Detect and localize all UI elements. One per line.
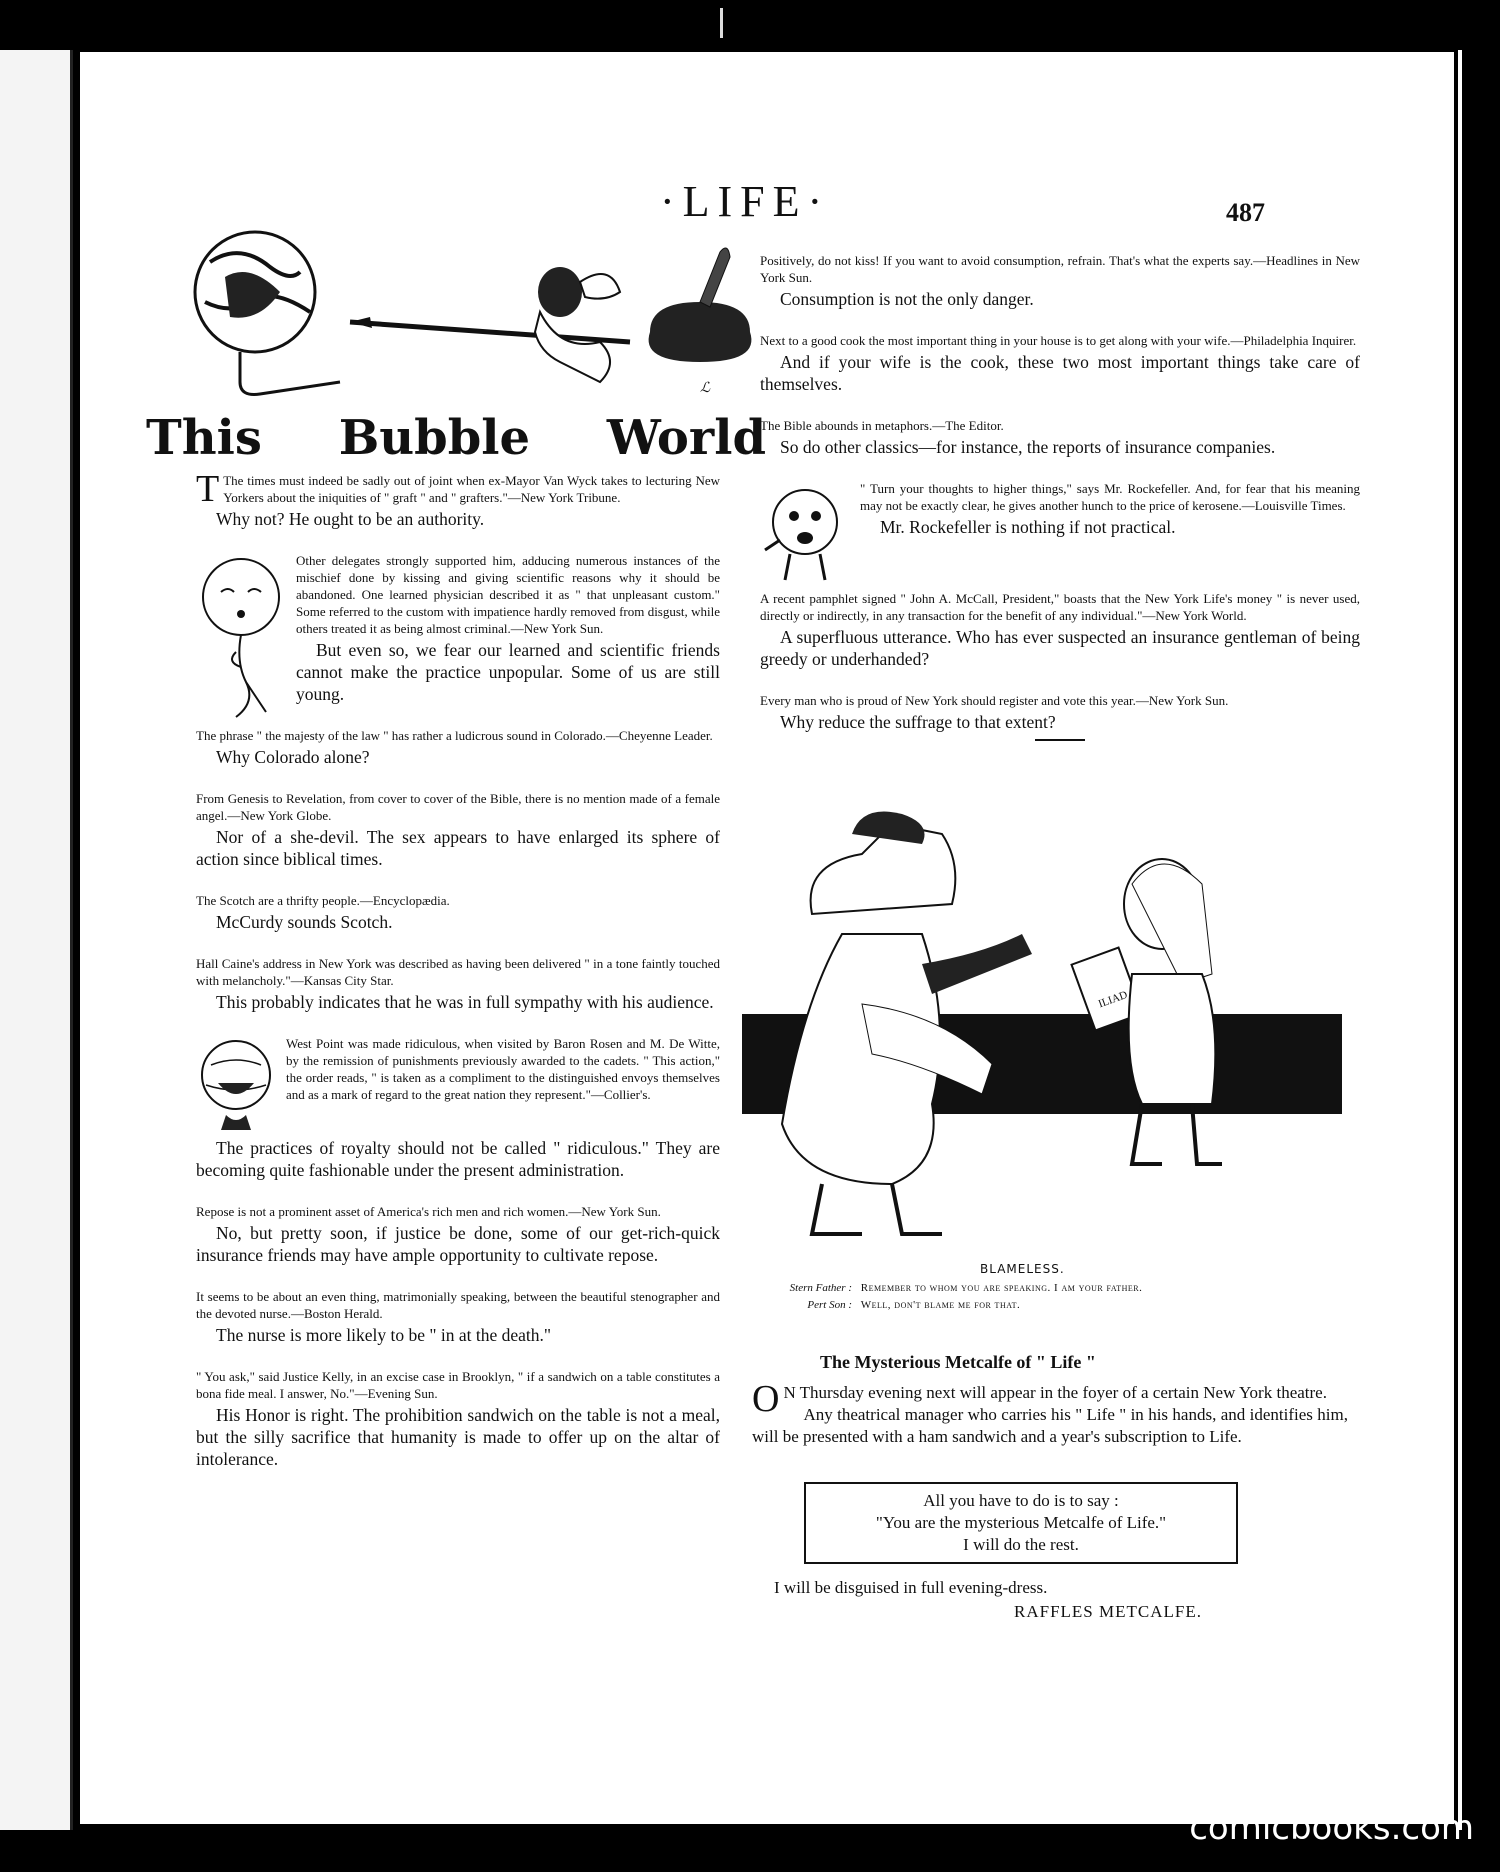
editorial-reply: So do other classics—for instance, the reports of insurance companies.	[780, 437, 1276, 457]
cartoon-caption: BLAMELESS.	[980, 1262, 1065, 1276]
news-quote: Every man who is proud of New York should register and vote this year.—New York Sun.	[760, 693, 1229, 708]
item-with-illustration	[760, 480, 1360, 590]
laughing-globe-illustration	[196, 1035, 276, 1135]
editorial-reply: This probably indicates that he was in full sympathy with his audience.	[216, 992, 714, 1012]
editorial-reply: The nurse is more likely to be " in at the death."	[216, 1325, 552, 1345]
editorial-reply: Nor of a she-devil. The sex appears to have enlarged its sphere of action since biblical times.	[196, 827, 720, 869]
news-quote: Other delegates strongly supported him, adducing numerous instances of the mischief done by kissing and giving scientific reasons why it should be abandoned. One learned physician described it as " that unpleasant custom." Some referred to the custom with impatience hardly removed from disgust, while others treated it as being almost criminal.—New York Sun.	[296, 553, 720, 636]
scan-spine-mark	[720, 8, 723, 38]
news-quote: A recent pamphlet signed " John A. McCall, President," boasts that the New York Life's money " is never used, directly or indirectly, in any transaction for the benefit of any individual."—New York World.	[760, 591, 1360, 623]
dialogue-line	[748, 1297, 1388, 1314]
editorial-reply: McCurdy sounds Scotch.	[216, 912, 393, 932]
news-quote	[196, 468, 720, 510]
editorial-reply: Mr. Rockefeller is nothing if not practical.	[880, 517, 1176, 537]
dialogue-text: Well, don't blame me for that.	[860, 1299, 1021, 1311]
item-with-illustration	[196, 1035, 720, 1135]
news-quote: " Turn your thoughts to higher things," says Mr. Rockefeller. And, for fear that his meaning may not be exactly clear, he gives another hunch to the price of kerosene.—Louisville Times.	[860, 481, 1360, 513]
editorial-reply: Why not? He ought to be an authority.	[216, 509, 485, 529]
feature-title-word: This	[146, 410, 262, 466]
magazine-page	[80, 52, 1454, 1824]
round-figure-illustration	[760, 480, 850, 590]
news-quote: The Bible abounds in metaphors.—The Editor.	[760, 418, 1004, 433]
illustrated-item-text	[860, 480, 1360, 560]
editorial-reply: Why Colorado alone?	[216, 747, 370, 767]
editorial-reply: And if your wife is the cook, these two most important things take care of themselves.	[760, 352, 1360, 394]
news-quote: From Genesis to Revelation, from cover to cover of the Bible, there is no mention made of a female angel.—New York Globe.	[196, 791, 720, 823]
news-quote: The Scotch are a thrifty people.—Encyclopædia.	[196, 893, 450, 908]
left-column	[196, 468, 720, 1492]
feature-title-word: Bubble	[338, 410, 531, 466]
news-quote-text: The times must indeed be sadly out of joint when ex-Mayor Van Wyck takes to lecturing New Yorkers about the iniquities of " graft " and " grafters."—New York Tribune.	[223, 473, 720, 505]
dialogue-line	[748, 1280, 1388, 1297]
disguise-note: I will be disguised in full evening-dress.	[774, 1578, 1048, 1597]
news-quote: Next to a good cook the most important thing in your house is to get along with your wife.—Philadelphia Inquirer.	[760, 333, 1357, 348]
page-header-title: ·LIFE·	[660, 177, 831, 226]
editorial-reply: But even so, we fear our learned and scientific friends cannot make the practice unpopular. Some of us are still young.	[296, 640, 720, 704]
news-quote: Positively, do not kiss! If you want to avoid consumption, refrain. That's what the experts say.—Headlines in New York Sun.	[760, 253, 1360, 285]
moon-face-illustration	[196, 552, 286, 722]
illustrated-item-text	[296, 552, 720, 727]
box-line: All you have to do is to say :	[923, 1491, 1119, 1510]
metcalfe-heading: The Mysterious Metcalfe of " Life "	[820, 1352, 1096, 1372]
news-quote: The phrase " the majesty of the law " has rather a ludicrous sound in Colorado.—Cheyenne Leader.	[196, 728, 713, 743]
svg-text:ℒ: ℒ	[700, 381, 711, 396]
illustrated-item-text	[286, 1035, 720, 1103]
dialogue-text: Remember to whom you are speaking. I am your father.	[860, 1282, 1143, 1294]
dialogue-speaker: Pert Son :	[807, 1299, 852, 1311]
news-quote: Repose is not a prominent asset of America's rich men and rich women.—New York Sun.	[196, 1204, 661, 1219]
cartoon-dialogue	[748, 1280, 1388, 1314]
item-with-illustration	[196, 552, 720, 727]
section-divider	[1035, 739, 1085, 741]
page-right-edge	[1458, 50, 1462, 1830]
metcalfe-box	[804, 1482, 1238, 1564]
signature: RAFFLES METCALFE.	[1014, 1602, 1202, 1621]
dropcap: O	[752, 1378, 780, 1420]
feature-title	[146, 410, 766, 466]
page-number: 487	[1226, 198, 1265, 227]
announcement-paragraph	[752, 1378, 1348, 1420]
feature-title-word: World	[606, 410, 766, 466]
dialogue-speaker: Stern Father :	[789, 1282, 852, 1294]
announcement-text: N Thursday evening next will appear in the foyer of a certain New York theatre.	[783, 1383, 1327, 1402]
news-quote: West Point was made ridiculous, when visited by Baron Rosen and M. De Witte, by the remission of punishments previously awarded to the cadets. " This action," the order reads, " is taken as a compliment to the distinguished envoys themselves and as a mark of regard to the great nation they represent."—Collier's.	[286, 1036, 720, 1102]
editorial-reply: No, but pretty soon, if justice be done, some of our get-rich-quick insurance friends may have ample opportunity to cultivate repose.	[196, 1223, 720, 1265]
facing-page-edge	[0, 50, 73, 1830]
news-quote: It seems to be about an even thing, matrimonially speaking, between the beautiful stenographer and the devoted nurse.—Boston Herald.	[196, 1289, 720, 1321]
news-quote: Hall Caine's address in New York was described as having been delivered " in a tone faintly touched with melancholy."—Kansas City Star.	[196, 956, 720, 988]
header-illustration	[180, 222, 800, 422]
box-line: "You are the mysterious Metcalfe of Life."	[875, 1513, 1167, 1532]
editorial-reply: Why reduce the suffrage to that extent?	[780, 712, 1056, 732]
metcalfe-announcement	[752, 1378, 1348, 1448]
watermark: comicbooks.com	[1189, 1808, 1474, 1848]
dropcap: T	[196, 468, 220, 510]
announcement-paragraph: Any theatrical manager who carries his " Life " in his hands, and identifies him, will be presented with a ham sandwich and a year's subscription to Life.	[752, 1405, 1348, 1446]
blameless-cartoon	[742, 804, 1342, 1254]
editorial-reply: Consumption is not the only danger.	[780, 289, 1034, 309]
editorial-reply: His Honor is right. The prohibition sandwich on the table is not a meal, but the silly sacrifice that humanity is made to offer up on the altar of intolerance.	[196, 1405, 720, 1469]
editorial-reply: A superfluous utterance. Who has ever suspected an insurance gentleman of being greedy or underhanded?	[760, 627, 1360, 669]
editorial-reply: The practices of royalty should not be called " ridiculous." They are becoming quite fashionable under the present administration.	[196, 1138, 720, 1180]
book-label: ILIAD	[1096, 988, 1130, 1011]
box-line: I will do the rest.	[963, 1535, 1079, 1554]
news-quote: " You ask," said Justice Kelly, in an excise case in Brooklyn, " if a sandwich on a table constitutes a bona fide meal. I answer, No."—Evening Sun.	[196, 1369, 720, 1401]
right-column	[760, 252, 1360, 761]
